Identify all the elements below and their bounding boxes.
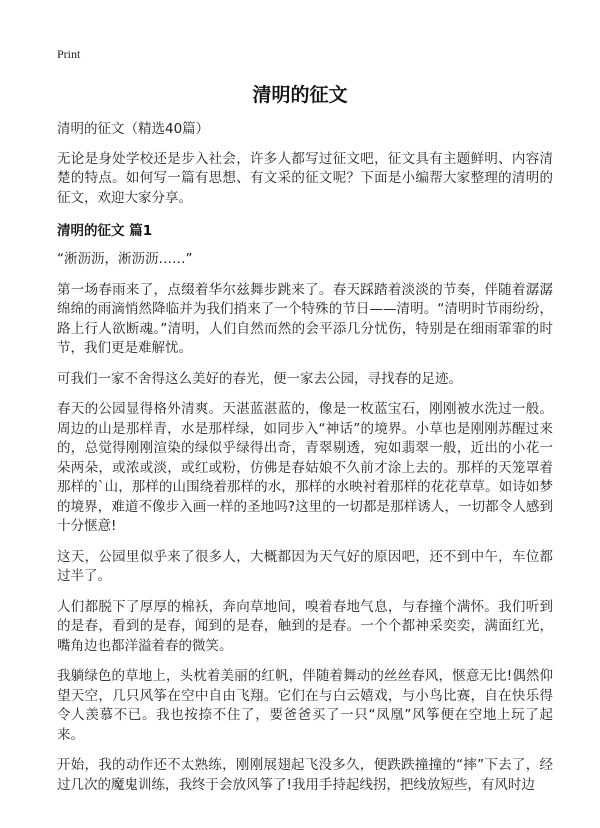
paragraph: 这天，公园里似乎来了很多人，大概都因为天气好的原因吧，还不到中午，车位都过半了。 xyxy=(57,548,553,584)
intro-paragraph: 无论是身处学校还是步入社会，许多人都写过征文吧，征文具有主题鲜明、内容清楚的特点。如何写一篇有思想、有文采的征文呢？下面是小编帮大家整理的清明的征文，欢迎大家分享。 xyxy=(57,150,553,206)
paragraph: 可我们一家不舍得这么美好的春光，便一家去公园，寻找春的足迹。 xyxy=(57,370,462,387)
article-body xyxy=(57,120,553,806)
paragraph: 春天的公园显得格外清爽。天湛蓝湛蓝的，像是一枚蓝宝石，刚刚被水洗过一般。周边的山是那样青，水是那样绿，如同步入“神话”的境界。小草也是刚刚苏醒过来的，总觉得刚刚渲染的绿似乎绿得出奇，青翠剔透，宛如翡翠一般，近出的小花一朵两朵，或浓或淡，或红或粉，仿佛是春姑娘不久前才涂上去的。那样的天笼罩着那样的`山，那样的山围绕着那样的水，那样的水映衬着那样的花花草草。如诗如梦的境界，难道不像步入画一样的圣地吗?这里的一切都是那样诱人，一切都令人感到十分惬意! xyxy=(57,401,553,534)
paragraph: 人们都脱下了厚厚的棉袄，奔向草地间，嗅着春地气息，与春撞个满怀。我们听到的是春，看到的是春，闻到的是春，触到的是春。一个个都神采奕奕，满面红光，嘴角边也都洋溢着春的微笑。 xyxy=(57,598,553,654)
section-heading: 清明的征文 篇1 xyxy=(57,223,153,239)
paragraph: “淅沥沥，淅沥沥……” xyxy=(57,251,193,267)
print-link[interactable]: Print xyxy=(57,47,81,61)
paragraph: 我躺绿色的草地上，头枕着美丽的红帆，伴随着舞动的丝丝春风，惬意无比!偶然仰望天空，几只风筝在空中自由飞翔。它们在与白云嬉戏，与小鸟比赛，自在快乐得令人羡慕不已。我也按捺不住了，要爸爸买了一只“凤凰”风筝便在空地上玩了起来。 xyxy=(57,668,553,743)
paragraph: 第一场春雨来了，点缀着华尔兹舞步跳来了。春天踩踏着淡淡的节奏，伴随着潺潺绵绵的雨滴悄然降临并为我们捎来了一个特殊的节日——清明。“清明时节雨纷纷，路上行人欲断魂。”清明，人们自然而然的会平添几分忧伤，特别是在细雨霏霏的时节，我们更是难解忧。 xyxy=(57,281,553,356)
page-title: 清明的征文 xyxy=(252,84,348,106)
article-subtitle: 清明的征文（精选40篇） xyxy=(57,121,210,137)
paragraph: 开始，我的动作还不太熟练，刚刚展翅起飞没多久，便跌跌撞撞的“摔”下去了，经过几次的魔鬼训练，我终于会放风筝了!我用手持起线拐，把线放短些，有风时边 xyxy=(57,757,553,793)
